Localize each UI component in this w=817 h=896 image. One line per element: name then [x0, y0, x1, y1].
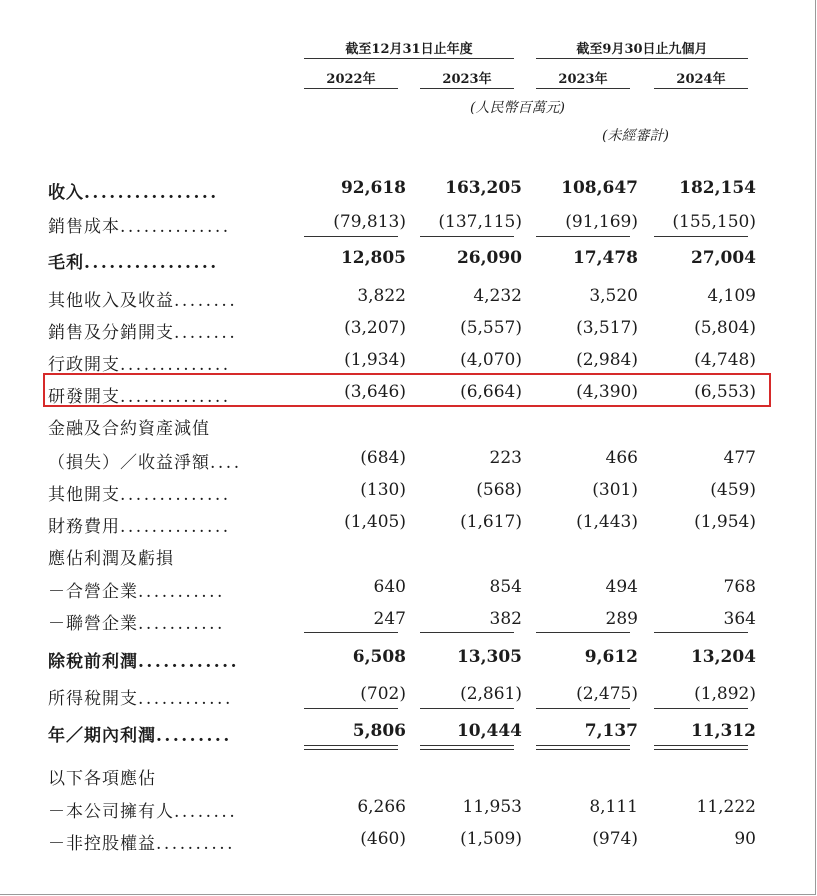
row-label-text: 銷售及分銷開支: [48, 323, 174, 343]
row-label-text: 除稅前利潤: [48, 652, 138, 672]
row-value: (1,954): [694, 512, 756, 532]
row-value: (2,984): [576, 350, 638, 370]
row-value: 477: [723, 448, 756, 468]
row-value: 4,109: [707, 286, 756, 306]
row-value: (2,861): [460, 684, 522, 704]
row-leader-dots: ..............: [120, 485, 231, 505]
row-label-3: [48, 286, 237, 311]
row-leader-dots: ........: [174, 291, 238, 311]
row-value: (3,207): [344, 318, 406, 338]
row-label-text: 財務費用: [48, 517, 120, 537]
row-value: 223: [489, 448, 522, 468]
row-value: (137,115): [438, 212, 522, 232]
rule-associates-2023a: [420, 632, 514, 633]
row-leader-dots: ................: [84, 253, 219, 273]
row-leader-dots: ............: [138, 689, 233, 709]
double-rule-2023b-a: [536, 745, 630, 746]
row-value: (79,813): [333, 212, 406, 232]
row-leader-dots: ...........: [138, 614, 225, 634]
unaudited-note: (未經審計): [602, 128, 669, 144]
row-label-text: 年／期內利潤: [48, 726, 156, 746]
row-value: (5,804): [694, 318, 756, 338]
row-label-text: 其他開支: [48, 485, 120, 505]
row-value: (684): [360, 448, 406, 468]
row-value: 13,305: [456, 647, 522, 667]
rule-tax-2023a: [420, 708, 514, 709]
row-label-12: [48, 577, 225, 602]
row-value: 4,232: [473, 286, 522, 306]
row-value: 11,312: [690, 721, 756, 741]
rule-cost-2023a: [420, 236, 514, 237]
double-rule-2022-b: [304, 749, 398, 750]
row-label-13: [48, 609, 225, 634]
row-leader-dots: .........: [156, 726, 232, 746]
rule-cost-2024: [654, 236, 748, 237]
row-leader-dots: ..............: [120, 517, 231, 537]
header-group-year-ended: 截至12月31日止年度: [345, 42, 473, 57]
row-value: (974): [592, 829, 638, 849]
row-value: 466: [605, 448, 638, 468]
row-value: 17,478: [572, 248, 638, 268]
double-rule-2023a-b: [420, 749, 514, 750]
row-label-text: 研發開支: [48, 387, 120, 407]
row-value: (130): [360, 480, 406, 500]
row-value: (2,475): [576, 684, 638, 704]
row-leader-dots: ...........: [138, 582, 225, 602]
double-rule-2023a-a: [420, 745, 514, 746]
row-leader-dots: ................: [84, 183, 219, 203]
row-label-0: [48, 178, 219, 203]
header-group-rule-left: [304, 58, 514, 59]
year-rule-2023a: [420, 88, 514, 89]
row-label-4: [48, 318, 237, 343]
row-leader-dots: ....: [210, 453, 242, 473]
row-label-10: [48, 512, 231, 537]
row-leader-dots: ..............: [120, 387, 231, 407]
row-label-5: [48, 350, 231, 375]
row-value: 640: [373, 577, 406, 597]
row-value: (4,070): [460, 350, 522, 370]
row-label-11: [48, 544, 174, 569]
row-value: 854: [489, 577, 522, 597]
row-label-text: 所得稅開支: [48, 689, 138, 709]
row-value: 6,266: [357, 797, 406, 817]
row-leader-dots: ..............: [120, 355, 231, 375]
rule-cost-2023b: [536, 236, 630, 237]
header-year-2023b: 2023年: [558, 72, 608, 87]
row-value: (155,150): [672, 212, 756, 232]
row-value: (702): [360, 684, 406, 704]
row-value: 3,822: [357, 286, 406, 306]
row-label-9: [48, 480, 231, 505]
row-label-text: 毛利: [48, 253, 84, 273]
row-value: 382: [489, 609, 522, 629]
row-value: 289: [605, 609, 638, 629]
double-rule-2024-b: [654, 749, 748, 750]
row-value: (5,557): [460, 318, 522, 338]
row-value: (459): [710, 480, 756, 500]
row-label-text: 其他收入及收益: [48, 291, 174, 311]
double-rule-2024-a: [654, 745, 748, 746]
rule-associates-2023b: [536, 632, 630, 633]
row-label-14: [48, 647, 239, 672]
row-leader-dots: ..............: [120, 217, 231, 237]
row-value: 27,004: [690, 248, 756, 268]
rule-tax-2022: [304, 708, 398, 709]
row-value: 108,647: [561, 178, 638, 198]
row-label-text: 以下各項應佔: [48, 769, 156, 789]
row-leader-dots: ........: [174, 323, 238, 343]
row-label-7: [48, 414, 210, 439]
row-label-text: －聯營企業: [48, 614, 138, 634]
row-value: (1,405): [344, 512, 406, 532]
row-label-17: [48, 764, 156, 789]
row-label-18: [48, 797, 237, 822]
row-label-text: 金融及合約資產減值: [48, 419, 210, 439]
row-label-text: 收入: [48, 183, 84, 203]
header-year-2024: 2024年: [676, 72, 726, 87]
row-value: (91,169): [565, 212, 638, 232]
unit-note: (人民幣百萬元): [470, 100, 565, 116]
row-value: 247: [373, 609, 406, 629]
header-group-rule-right: [536, 58, 748, 59]
rule-associates-2022: [304, 632, 398, 633]
row-value: (301): [592, 480, 638, 500]
row-label-16: [48, 721, 232, 746]
row-label-text: 行政開支: [48, 355, 120, 375]
row-label-text: －本公司擁有人: [48, 802, 174, 822]
row-value: 10,444: [456, 721, 522, 741]
row-value: (3,646): [344, 382, 406, 402]
row-value: (1,934): [344, 350, 406, 370]
row-value: 6,508: [352, 647, 406, 667]
row-value: 12,805: [340, 248, 406, 268]
row-label-1: [48, 212, 231, 237]
row-leader-dots: ............: [138, 652, 240, 672]
row-label-text: 應佔利潤及虧損: [48, 549, 174, 569]
row-value: (4,390): [576, 382, 638, 402]
row-label-8: [48, 448, 242, 473]
row-value: (1,617): [460, 512, 522, 532]
row-value: 90: [734, 829, 756, 849]
row-value: 9,612: [584, 647, 638, 667]
row-value: 26,090: [456, 248, 522, 268]
row-value: (3,517): [576, 318, 638, 338]
row-value: 768: [723, 577, 756, 597]
header-year-2022: 2022年: [326, 72, 376, 87]
rule-cost-2022: [304, 236, 398, 237]
row-value: 182,154: [679, 178, 756, 198]
row-label-19: [48, 829, 235, 854]
row-value: (6,553): [694, 382, 756, 402]
double-rule-2022-a: [304, 745, 398, 746]
row-value: 3,520: [589, 286, 638, 306]
row-value: 364: [723, 609, 756, 629]
row-value: 5,806: [352, 721, 406, 741]
row-value: 92,618: [340, 178, 406, 198]
double-rule-2023b-b: [536, 749, 630, 750]
rule-associates-2024: [654, 632, 748, 633]
row-label-text: －合營企業: [48, 582, 138, 602]
row-value: (1,892): [694, 684, 756, 704]
year-rule-2022: [304, 88, 398, 89]
row-value: 7,137: [584, 721, 638, 741]
row-label-15: [48, 684, 233, 709]
row-value: (4,748): [694, 350, 756, 370]
rule-tax-2023b: [536, 708, 630, 709]
row-label-text: （損失）／收益淨額: [48, 453, 210, 473]
row-value: 11,953: [462, 797, 522, 817]
row-value: (6,664): [460, 382, 522, 402]
row-value: 11,222: [696, 797, 756, 817]
row-value: (1,443): [576, 512, 638, 532]
rd-expense-highlight-box: [43, 373, 771, 407]
row-value: (568): [476, 480, 522, 500]
row-label-text: －非控股權益: [48, 834, 156, 854]
row-value: (460): [360, 829, 406, 849]
row-label-2: [48, 248, 219, 273]
header-group-nine-months: 截至9月30日止九個月: [576, 42, 708, 57]
row-value: 13,204: [690, 647, 756, 667]
row-label-text: 銷售成本: [48, 217, 120, 237]
row-leader-dots: ..........: [156, 834, 236, 854]
year-rule-2024: [654, 88, 748, 89]
row-value: 8,111: [589, 797, 638, 817]
row-value: 163,205: [445, 178, 522, 198]
header-year-2023a: 2023年: [442, 72, 492, 87]
row-leader-dots: ........: [174, 802, 238, 822]
rule-tax-2024: [654, 708, 748, 709]
year-rule-2023b: [536, 88, 630, 89]
row-value: 494: [605, 577, 638, 597]
row-value: (1,509): [460, 829, 522, 849]
